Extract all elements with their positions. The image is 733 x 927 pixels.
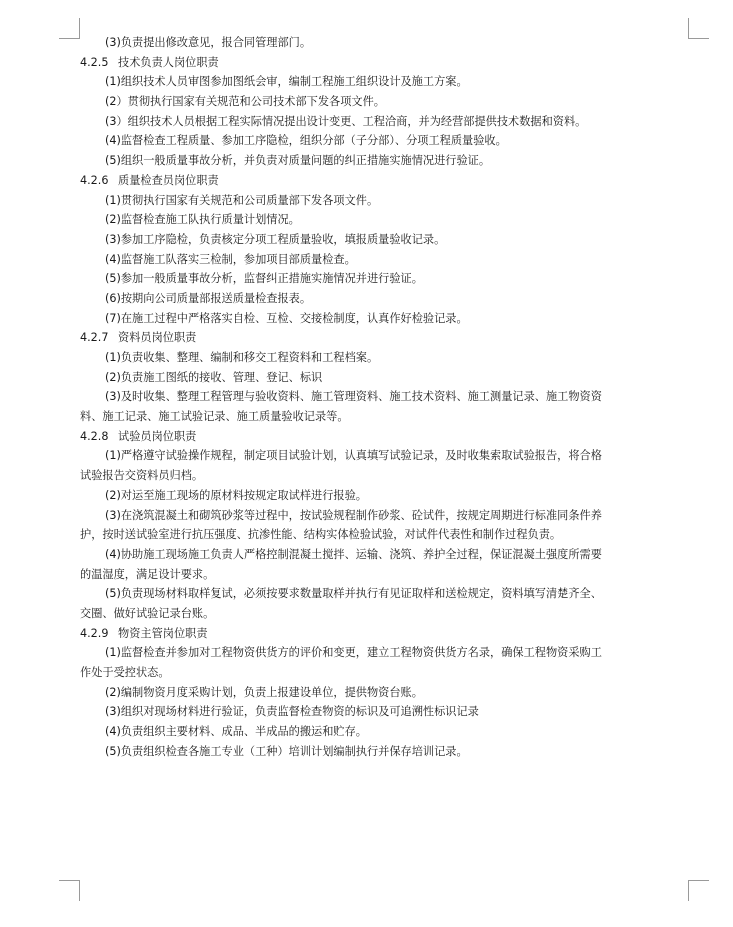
section-title: 物资主管岗位职责 xyxy=(118,626,208,640)
list-item: (4)负责组织主要材料、成品、半成品的搬运和贮存。 xyxy=(105,725,367,739)
list-item: (5)组织一般质量事故分析，并负责对质量问题的纠正措施实施情况进行验证。 xyxy=(105,154,491,168)
list-item-continuation: 试验报告交资料员归档。 xyxy=(80,469,204,483)
list-item: (2)监督检查施工队执行质量计划情况。 xyxy=(105,213,300,227)
document-body xyxy=(80,33,670,761)
list-item: (2)编制物资月度采购计划，负责上报建设单位，提供物资台账。 xyxy=(105,685,423,699)
section-title: 技术负责人岗位职责 xyxy=(118,55,219,69)
section-heading xyxy=(80,53,670,73)
list-item: (1)负责收集、整理、编制和移交工程资料和工程档案。 xyxy=(105,351,379,364)
list-item: (1)严格遵守试验操作规程，制定项目试验计划，认真填写试验记录，及时收集索取试验报告，将合格 xyxy=(105,449,602,463)
page-corner-mark-bottom-left xyxy=(59,880,80,901)
section-title: 资料员岗位职责 xyxy=(118,331,197,345)
list-item-continuation: 护，按时送试验室进行抗压强度、抗渗性能、结构实体检验试验，对试件代表性和制作过程负责。 xyxy=(80,528,562,542)
section-heading xyxy=(80,624,670,644)
section-title: 质量检查员岗位职责 xyxy=(118,173,219,187)
section-heading xyxy=(80,171,670,191)
list-item: (4)协助施工现场施工负责人严格控制混凝土搅拌、运输、浇筑、养护全过程，保证混凝土强度所需要 xyxy=(105,547,602,561)
section-title: 试验员岗位职责 xyxy=(118,429,197,443)
list-item: (3)及时收集、整理工程管理与验收资料、施工管理资料、施工技术资料、施工测量记录、施工物资资 xyxy=(105,390,602,404)
list-item: (1)组织技术人员审图参加图纸会审，编制工程施工组织设计及施工方案。 xyxy=(105,75,468,89)
list-item-continuation: 料、施工记录、施工试验记录、施工质量验收记录等。 xyxy=(80,410,349,424)
list-item: (2）贯彻执行国家有关规范和公司技术部下发各项文件。 xyxy=(105,95,385,109)
list-item: (3)参加工序隐检，负责核定分项工程质量验收，填报质量验收记录。 xyxy=(105,232,446,246)
list-item: (6)按期向公司质量部报送质量检查报表。 xyxy=(105,291,312,305)
list-item: (1)监督检查并参加对工程物资供货方的评价和变更，建立工程物资供货方名录，确保工程物资采购工 xyxy=(105,646,602,660)
list-item: (3)组织对现场材料进行验证，负责监督检查物资的标识及可追溯性标识记录 xyxy=(105,705,479,719)
section-heading xyxy=(80,328,670,348)
page-corner-mark-top-left xyxy=(59,18,80,39)
list-item: (5)负责现场材料取样复试，必须按要求数量取样并执行有见证取样和送检规定，资料填写清楚齐全、 xyxy=(105,587,602,601)
section-number: 4.2.8 xyxy=(80,429,109,443)
section-number: 4.2.6 xyxy=(80,173,109,187)
section-heading xyxy=(80,427,670,447)
list-item: (2)负责施工图纸的接收、管理、登记、标识 xyxy=(105,370,323,384)
list-item: (3)在浇筑混凝土和砌筑砂浆等过程中，按试验规程制作砂浆、砼试件，按规定周期进行标准同条件养 xyxy=(105,508,602,522)
list-item: (2)对运至施工现场的原材料按规定取试样进行报验。 xyxy=(105,488,367,502)
list-item: (3)负责提出修改意见，报合同管理部门。 xyxy=(105,36,312,49)
section-number: 4.2.9 xyxy=(80,626,109,640)
list-item: (4)监督施工队落实三检制，参加项目部质量检查。 xyxy=(105,252,356,266)
list-item: (5)参加一般质量事故分析，监督纠正措施实施情况并进行验证。 xyxy=(105,272,423,286)
page-corner-mark-top-right xyxy=(688,18,709,39)
list-item: (4)监督检查工程质量、参加工序隐检，组织分部（子分部）、分项工程质量验收。 xyxy=(105,134,507,148)
list-item: (1)贯彻执行国家有关规范和公司质量部下发各项文件。 xyxy=(105,193,379,207)
list-item: (5)负责组织检查各施工专业（工种）培训计划编制执行并保存培训记录。 xyxy=(105,744,468,758)
list-item: (3）组织技术人员根据工程实际情况提出设计变更、工程洽商，并为经营部提供技术数据和资料。 xyxy=(105,114,587,128)
list-item-continuation: 作处于受控状态。 xyxy=(80,666,170,679)
section-number: 4.2.7 xyxy=(80,331,109,345)
list-item-continuation: 交圈、做好试验记录台账。 xyxy=(80,606,215,620)
list-item: (7)在施工过程中严格落实自检、互检、交接检制度，认真作好检验记录。 xyxy=(105,311,468,325)
section-number: 4.2.5 xyxy=(80,55,109,69)
page-corner-mark-bottom-right xyxy=(688,880,709,901)
list-item-continuation: 的温湿度，满足设计要求。 xyxy=(80,567,215,581)
